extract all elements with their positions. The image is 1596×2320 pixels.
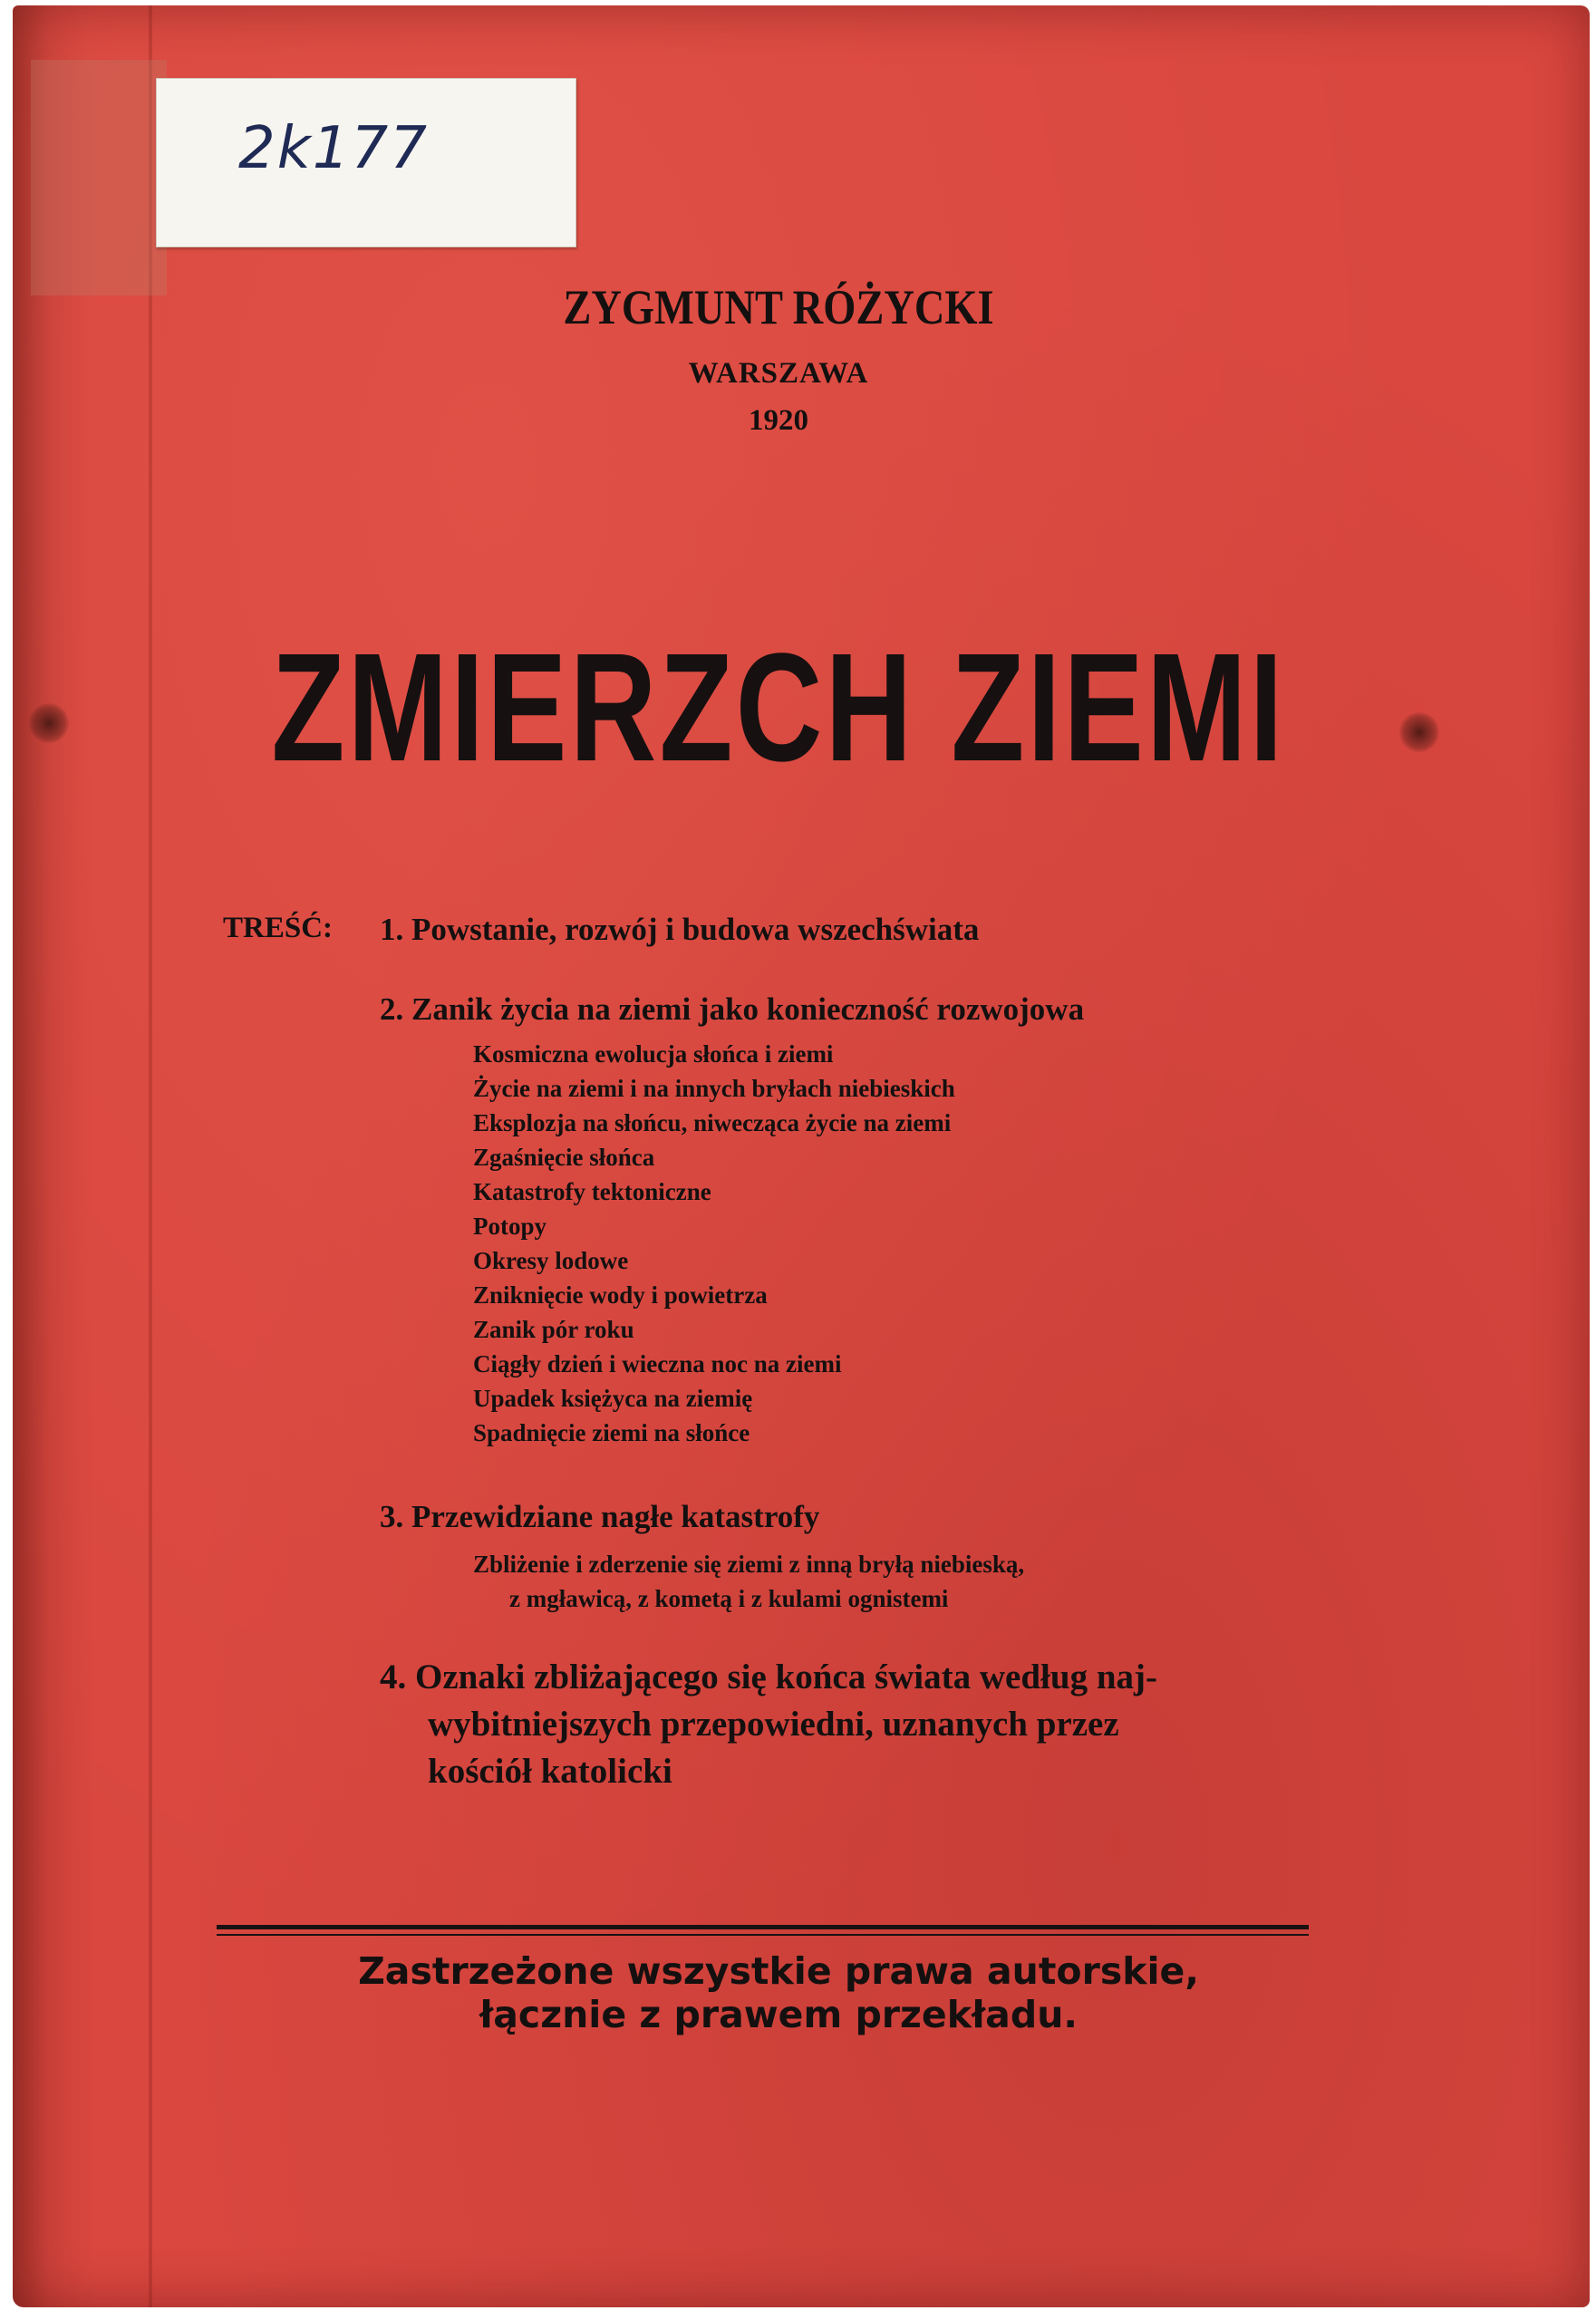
toc-item: Zbliżenie i zderzenie się ziemi z inną bryłą niebieską, xyxy=(473,1551,1025,1578)
toc-section-4 xyxy=(380,1657,1157,1697)
publication-city: WARSZAWA xyxy=(688,357,869,390)
toc-section-number: 1. xyxy=(380,912,404,947)
toc-item: Kosmiczna ewolucja słońca i ziemi xyxy=(473,1040,834,1068)
toc-item: Ciągły dzień i wieczna noc na ziemi xyxy=(473,1350,842,1378)
copyright-line-2: łącznie z prawem przekładu. xyxy=(479,1993,1078,2036)
toc-section-2 xyxy=(380,991,1084,1028)
toc-section-1 xyxy=(380,912,979,948)
copyright-line-1: Zastrzeżone wszystkie prawa autorskie, xyxy=(358,1949,1199,1993)
toc-item: Zgaśnięcie słońca xyxy=(473,1144,655,1171)
toc-section-title: Powstanie, rozwój i budowa wszechświata xyxy=(411,912,980,947)
library-label xyxy=(156,78,576,247)
toc-item: Spadnięcie ziemi na słońce xyxy=(473,1419,750,1446)
toc-section-title: Zanik życia na ziemi jako konieczność rozwojowa xyxy=(411,991,1085,1027)
author-name: ZYGMUNT RÓŻYCKI xyxy=(563,280,994,334)
book-title: ZMIERZCH ZIEMI xyxy=(271,622,1286,794)
toc-item: Katastrofy tektoniczne xyxy=(473,1178,711,1205)
toc-item: Okresy lodowe xyxy=(473,1247,629,1274)
toc-section-number: 2. xyxy=(380,991,404,1027)
toc-section-number: 3. xyxy=(380,1499,404,1534)
divider-rule-thin xyxy=(217,1934,1309,1936)
toc-section-title: Przewidziane nagłe katastrofy xyxy=(411,1499,820,1534)
toc-item: Potopy xyxy=(473,1213,547,1240)
toc-item: Upadek księżyca na ziemię xyxy=(473,1385,753,1412)
toc-section-3 xyxy=(380,1499,819,1535)
toc-section-4-line-2: wybitniejszych przepowiedni, uznanych przez xyxy=(428,1705,1119,1744)
book-cover xyxy=(13,5,1590,2307)
toc-item: Zanik pór roku xyxy=(473,1316,634,1343)
toc-section-title: Oznaki zbliżającego się końca świata według naj- xyxy=(415,1658,1157,1696)
publication-year: 1920 xyxy=(749,404,808,437)
toc-item: Życie na ziemi i na innych bryłach niebieskich xyxy=(473,1075,955,1102)
toc-label: TREŚĆ: xyxy=(223,912,334,944)
binding-hole-right xyxy=(1399,712,1439,752)
toc-section-number: 4. xyxy=(380,1658,407,1696)
shelf-mark: 2k177 xyxy=(238,115,429,182)
toc-item: z mgławicą, z kometą i z kulami ognistemi xyxy=(509,1585,949,1612)
toc-section-4-line-3: kościół katolicki xyxy=(428,1752,672,1791)
toc-item: Eksplozja na słońcu, niwecząca życie na ziemi xyxy=(473,1109,952,1136)
divider-rule xyxy=(217,1925,1309,1929)
tape-residue xyxy=(31,60,167,295)
toc-item: Zniknięcie wody i powietrza xyxy=(473,1281,768,1309)
binding-hole-left xyxy=(29,703,69,743)
